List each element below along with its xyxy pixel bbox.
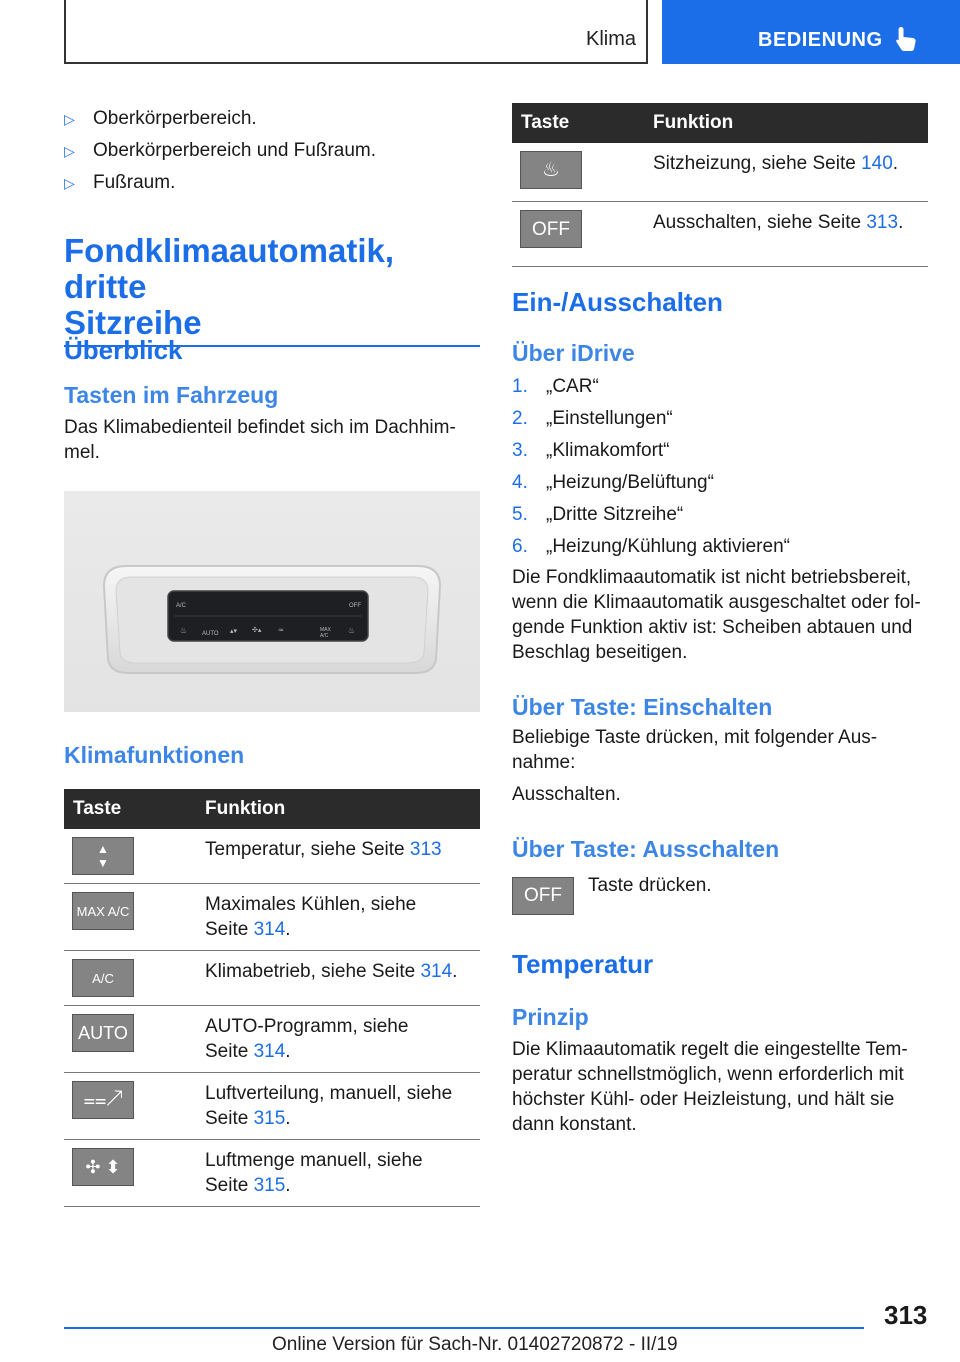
page-link[interactable]: 140 (861, 153, 893, 174)
row-function: Sitzheizung, siehe Seite 140. (653, 143, 928, 202)
page-number: 313 (884, 1300, 928, 1330)
header-section-box (64, 0, 648, 64)
page-link[interactable]: 314 (253, 919, 286, 940)
list-item: 4. „Heizung/Belüftung“ (512, 472, 714, 493)
left-bullet-block (64, 103, 480, 199)
principle-text: Die Klimaautomatik regelt die eingestellte Tem- peratur schnellstmöglich, wenn erforderlich mit höchster Kühl- oder Heizleistung, und hält sie dann konstant. (512, 1039, 908, 1135)
photo-label-max: MAX (320, 627, 331, 633)
list-item: 3. „Klimakomfort“ (512, 440, 670, 461)
switch-on-heading: Über Taste: Einschalten (512, 694, 773, 720)
air-distribution-icon: ⩵↗ (72, 1081, 134, 1119)
photo-label-off: OFF (349, 603, 361, 609)
page-link[interactable]: 315 (253, 1108, 286, 1129)
seat-heating-icon: ♨ (520, 151, 582, 189)
row-function: Luftmenge manuell, siehe Seite 315. (205, 1140, 480, 1207)
table-row (64, 951, 480, 1006)
section-title-block (64, 233, 480, 347)
col-function-header: Funktion (653, 103, 928, 143)
idrive-note: Die Fondklimaautomatik ist nicht betriebsbereit, wenn die Klimaautomatik ausgeschaltet oder fol- gende Funktion aktiv ist: Scheiben abtauen und Beschlag beseitigen. (512, 567, 921, 663)
photo-fan-icon: ✣▴ (252, 626, 262, 634)
functions-table (64, 789, 480, 1207)
row-function: AUTO-Programm, siehe Seite 314. (205, 1006, 480, 1073)
photo-distribution-icon: ≈ (278, 626, 284, 634)
list-item: ▷ Fußraum. (64, 167, 480, 199)
max-ac-icon: MAX A/C (72, 892, 134, 930)
photo-label-auto: AUTO (202, 631, 219, 637)
header-chapter-tab[interactable] (662, 0, 960, 64)
header-section-title: Klima (585, 28, 636, 50)
ac-icon: A/C (72, 959, 134, 997)
list-item: 2. „Einstellungen“ (512, 408, 673, 429)
switch-off-text: Taste drücken. (588, 875, 712, 896)
right-table-block (512, 103, 928, 267)
photo-label-ac: A/C (176, 603, 187, 609)
page-link[interactable]: 313 (409, 839, 442, 860)
idrive-heading: Über iDrive (512, 340, 635, 366)
page-link[interactable]: 314 (420, 961, 453, 982)
seat-off-table (512, 103, 928, 267)
table-row (512, 202, 928, 267)
idrive-steps (512, 371, 928, 563)
overview-block (64, 335, 480, 465)
keys-text: Das Klimabedienteil befindet sich im Dachhim- mel. (64, 417, 456, 463)
page-link[interactable]: 314 (253, 1041, 286, 1062)
table-header-row (512, 103, 928, 143)
temperature-block (512, 949, 928, 1137)
col-key-header: Taste (64, 789, 205, 829)
section-title: Fondklimaautomatik, dritte Sitzreihe (64, 232, 395, 341)
switch-off-block (512, 836, 928, 913)
off-key-icon: OFF (512, 877, 574, 915)
row-function: Temperatur, siehe Seite 313 (205, 829, 480, 884)
overview-heading: Überblick (64, 335, 183, 365)
table-row (64, 884, 480, 951)
table-row (64, 1073, 480, 1140)
list-item: ▷ Oberkörperbereich. (64, 103, 480, 135)
table-row (64, 1140, 480, 1207)
table-header-row (64, 789, 480, 829)
onoff-block (512, 287, 928, 665)
footer-rule (64, 1327, 864, 1329)
photo-seat-right-icon: ♨ (348, 626, 356, 635)
triangle-bullet-icon: ▷ (64, 175, 75, 191)
row-function: Klimabetrieb, siehe Seite 314. (205, 951, 480, 1006)
auto-icon: AUTO (72, 1014, 134, 1052)
table-row (512, 143, 928, 202)
col-function-header: Funktion (205, 789, 480, 829)
switch-on-text: Beliebige Taste drücken, mit folgender Aus- nahme: (512, 727, 878, 773)
row-function: Maximales Kühlen, siehe Seite 314. (205, 884, 480, 951)
list-item: 1. „CAR“ (512, 376, 599, 397)
list-item: 5. „Dritte Sitzreihe“ (512, 504, 684, 525)
page-link[interactable]: 315 (253, 1175, 286, 1196)
switch-off-heading: Über Taste: Ausschalten (512, 836, 780, 862)
list-item: 6. „Heizung/Kühlung aktivieren“ (512, 536, 790, 557)
row-function: Ausschalten, siehe Seite 313. (653, 202, 928, 267)
temperature-heading: Temperatur (512, 949, 654, 979)
photo-updown-icon: ▴▾ (230, 627, 238, 635)
switch-on-exception: Ausschalten. (512, 784, 621, 805)
keys-heading: Tasten im Fahrzeug (64, 382, 279, 408)
climate-panel-illustration (64, 491, 480, 712)
switch-on-block (512, 694, 928, 807)
triangle-bullet-icon: ▷ (64, 143, 75, 159)
functions-block (64, 742, 480, 1207)
table-row (64, 829, 480, 884)
list-item: ▷ Oberkörperbereich und Fußraum. (64, 135, 480, 167)
principle-heading: Prinzip (512, 1004, 589, 1030)
photo-seat-icon: ♨ (180, 626, 188, 635)
triangle-bullet-icon: ▷ (64, 111, 75, 127)
header-chapter-title: BEDIENUNG (758, 29, 883, 51)
temperature-up-down-icon: ▲ ▼ (72, 837, 134, 875)
table-row (64, 1006, 480, 1073)
col-key-header: Taste (512, 103, 653, 143)
bullet-list (64, 103, 480, 199)
off-icon: OFF (520, 210, 582, 248)
fan-speed-icon: ✣ ⬍ (72, 1148, 134, 1186)
onoff-heading: Ein-/Ausschalten (512, 287, 723, 317)
pointing-hand-icon (895, 26, 917, 52)
footer-text: Online Version für Sach-Nr. 01402720872 - II/19 (272, 1334, 678, 1355)
climate-panel-photo (64, 491, 480, 712)
photo-label-maxac: A/C (320, 633, 329, 639)
row-function: Luftverteilung, manuell, siehe Seite 315. (205, 1073, 480, 1140)
page-link[interactable]: 313 (866, 212, 899, 233)
functions-heading: Klimafunktionen (64, 742, 245, 768)
